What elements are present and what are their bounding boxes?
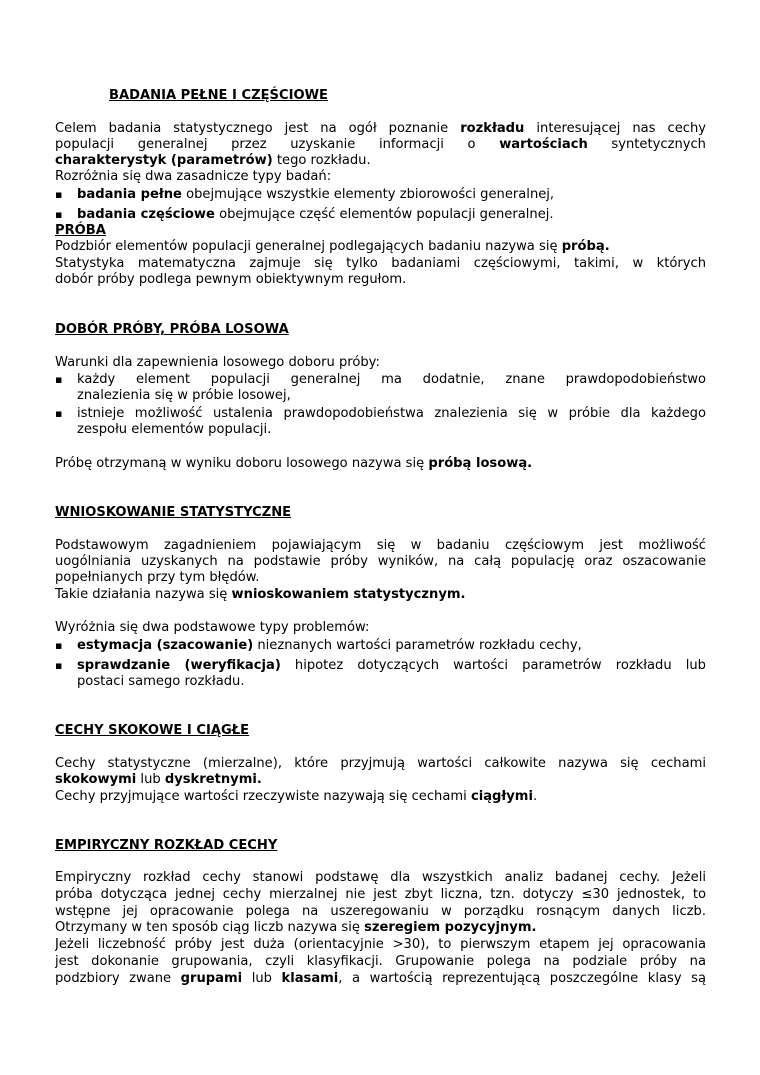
paragraph-line: skokowymi lub dyskretnymi. — [55, 772, 262, 787]
section-heading: WNIOSKOWANIE STATYSTYCZNE — [55, 505, 292, 520]
paragraph-line: Warunki dla zapewnienia losowego doboru próby: — [55, 355, 380, 370]
paragraph-line: wstępne jej opracowanie polega na uszeregowaniu w porządku rosnącym danych liczb. — [55, 904, 706, 919]
paragraph-line: Otrzymany w ten sposób ciąg liczb nazywa się szeregiem pozycyjnym. — [55, 920, 537, 935]
paragraph-line: podzbiory zwane grupami lub klasami, a wartością reprezentującą poszczególne klasy są — [55, 971, 706, 986]
bullet-square-icon: ▪ — [55, 208, 63, 221]
list-item: sprawdzanie (weryfikacja) hipotez dotyczących wartości parametrów rozkładu lub — [77, 658, 706, 673]
list-item: estymacja (szacowanie) nieznanych wartości parametrów rozkładu cechy, — [77, 638, 582, 653]
paragraph-line: Rozróżnia się dwa zasadnicze typy badań: — [55, 169, 332, 184]
paragraph-line: Takie działania nazywa się wnioskowaniem statystycznym. — [55, 587, 466, 602]
page-title: BADANIA PEŁNE I CZĘŚCIOWE — [109, 88, 328, 103]
list-item-continuation: zespołu elementów populacji. — [77, 422, 272, 437]
section-heading: DOBÓR PRÓBY, PRÓBA LOSOWA — [55, 322, 289, 337]
section-heading: PRÓBA — [55, 223, 106, 238]
bullet-square-icon: ▪ — [55, 659, 63, 672]
paragraph-line: dobór próby podlega pewnym obiektywnym regułom. — [55, 272, 407, 287]
paragraph-line: Cechy przyjmujące wartości rzeczywiste nazywają się cechami ciągłymi. — [55, 789, 538, 804]
bullet-square-icon: ▪ — [55, 407, 63, 420]
section-heading: CECHY SKOKOWE I CIĄGŁE — [55, 723, 250, 738]
paragraph-line: Celem badania statystycznego jest na ogół poznanie rozkładu interesującej nas cechy — [55, 121, 706, 136]
paragraph-line: Empiryczny rozkład cechy stanowi podstawę dla wszystkich analiz badanej cechy. Jeżeli — [55, 870, 706, 885]
bullet-square-icon: ▪ — [55, 373, 63, 386]
section-heading: EMPIRYCZNY ROZKŁAD CECHY — [55, 838, 278, 853]
paragraph-line: Cechy statystyczne (mierzalne), które przyjmują wartości całkowite nazywa się cechami — [55, 756, 706, 771]
bullet-square-icon: ▪ — [55, 188, 63, 201]
paragraph-line: Statystyka matematyczna zajmuje się tylko badaniami częściowymi, takimi, w których — [55, 256, 706, 271]
paragraph-line: Wyróżnia się dwa podstawowe typy problemów: — [55, 620, 370, 635]
paragraph-line: Jeżeli liczebność próby jest duża (orientacyjnie >30), to pierwszym etapem jej opracowania — [55, 937, 706, 952]
list-item: istnieje możliwość ustalenia prawdopodobieństwa znalezienia się w próbie dla każdego — [77, 406, 706, 421]
list-item-continuation: postaci samego rozkładu. — [77, 674, 245, 689]
paragraph-line: populacji generalnej przez uzyskanie informacji o wartościach syntetycznych — [55, 137, 706, 152]
bullet-square-icon: ▪ — [55, 639, 63, 652]
paragraph-line: popełnianych przy tym błędów. — [55, 570, 260, 585]
paragraph-line: Próbę otrzymaną w wyniku doboru losowego nazywa się próbą losową. — [55, 456, 533, 471]
paragraph-line: Podstawowym zagadnieniem pojawiającym się w badaniu częściowym jest możliwość — [55, 538, 706, 553]
list-item: badania częściowe obejmujące część elementów populacji generalnej. — [77, 207, 554, 222]
paragraph-line: Podzbiór elementów populacji generalnej podlegających badaniu nazywa się próbą. — [55, 239, 610, 254]
list-item: badania pełne obejmujące wszystkie elementy zbiorowości generalnej, — [77, 187, 555, 202]
paragraph-line: uogólniania uzyskanych na podstawie próby wyników, na całą populację oraz oszacowanie — [55, 554, 706, 569]
paragraph-line: jest dokonanie grupowania, czyli klasyfikacji. Grupowanie polega na podziale próby na — [55, 954, 706, 969]
list-item-continuation: znalezienia się w próbie losowej, — [77, 388, 291, 403]
paragraph-line: charakterystyk (parametrów) tego rozkładu. — [55, 153, 371, 168]
paragraph-line: próba dotycząca jednej cechy mierzalnej nie jest zbyt liczna, tzn. dotyczy ≤30 jednostek, to — [55, 887, 706, 902]
list-item: każdy element populacji generalnej ma dodatnie, znane prawdopodobieństwo — [77, 372, 706, 387]
